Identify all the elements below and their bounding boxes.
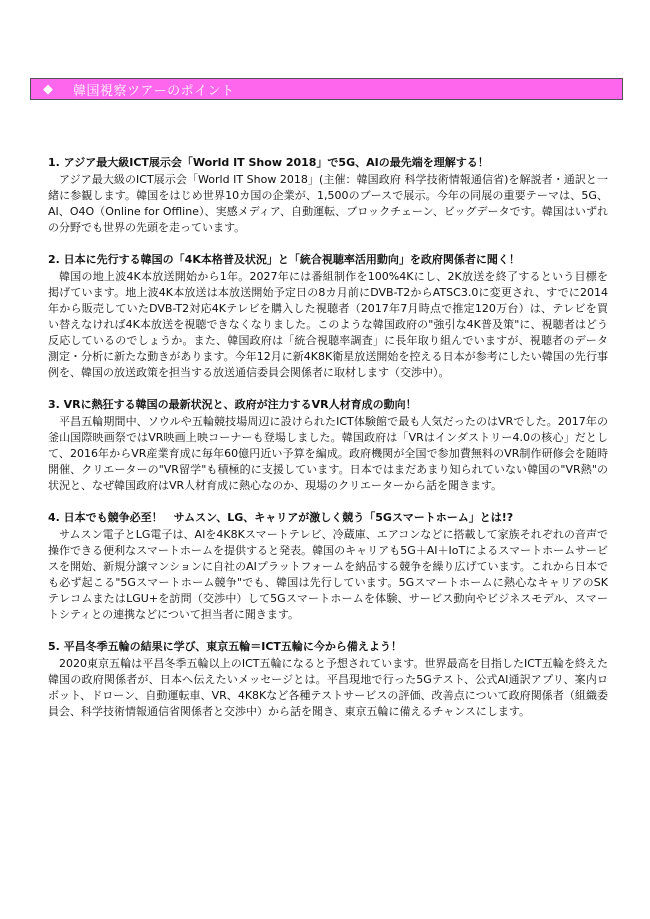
point-section-4 [48,509,608,623]
point-body: 平昌五輪期間中、ソウルや五輪競技場周辺に設けられたICT体験館で最も人気だったのはVRでした。2017年の釜山国際映画祭ではVR映画上映コーナーも登場しました。韓国政府は「VRはインダストリー4.0の核心」だとして、2016年からVR産業育成に毎年60億円近い予算を編成。政府機関が全国で参加費無料のVR制作研修会を随時開催、クリエーターの"VR留学"も積極的に支援しています。日本ではまだあまり知られていない韓国の"VR熱"の状況と、なぜ韓国政府はVR人材育成に熱心なのか、現場のクリエーターから話を聞きます。 [48,415,608,492]
point-heading: 4. 日本でも競争必至！ サムスン、LG、キャリアが激しく競う「5Gスマートホーム」とは!? [48,511,514,524]
point-heading: 3. VRに熱狂する韓国の最新状況と、政府が注力するVR人材育成の動向！ [48,398,417,411]
section-banner [30,78,623,100]
banner-title: 韓国視察ツアーのポイント [73,83,235,99]
diamond-icon: ◆ [43,81,53,97]
point-body: 2020東京五輪は平昌冬季五輪以上のICT五輪になると予想されています。世界最高を目指したICT五輪を終えた韓国の政府関係者が、日本へ伝えたいメッセージとは。平昌現地で行った5Gテスト、公式AI通訳アプリ、案内ロボット、ドローン、自動運転車、VR、4K8Kなど各種テストサービスの評価、改善点について政府関係者（組織委員会、科学技術情報通信省関係者と交渉中）から話を聞き、東京五輪に備えるチャンスにします。 [48,657,608,718]
point-body: アジア最大級のICT展示会「World IT Show 2018」(主催：韓国政府 科学技術情報通信省)を解説者・通訳と一緒に参観します。韓国をはじめ世界10カ国の企業が、1,500のブースで展示。今年の同展の重要テーマは、5G、AI、O4O（Online for Offline）、実感メディア、自動運転、ブロックチェーン、ビッグデータです。韓国はいずれの分野でも世界の先頭を走っています。 [48,173,608,234]
point-heading: 2. 日本に先行する韓国の「4K本格普及状況」と「統合視聴率活用動向」を政府関係者に聞く！ [48,253,520,266]
point-section-2 [48,251,608,381]
points-list [48,154,608,735]
point-body: 韓国の地上波4K本放送開始から1年。2027年には番組制作を100%4Kにし、2K放送を終了するという目標を掲げています。地上波4K本放送は本放送開始予定日の8カ月前にDVB-T2からATSC3.0に変更され、すでに2014年から販売していたDVB-T2対応4Kテレビを購入した視聴者（2017年7月時点で推定120万台）は、テレビを買い替えなければ4K本放送を視聴できなくなりました。このような韓国政府の"強引な4K普及策"に、視聴者はどう反応しているのでしょうか。また、韓国政府は「統合視聴率調査」に長年取り組んでいますが、視聴者のデータ測定・分析に新たな動きがあります。今年12月に新4K8K衛星放送開始を控える日本が参考にしたい韓国の先行事例を、韓国の放送政策を担当する放送通信委員会関係者に取材します（交渉中）。 [48,270,608,379]
point-heading: 1. アジア最大級ICT展示会「World IT Show 2018」で5G、AIの最先端を理解する！ [48,156,489,169]
point-body: サムスン電子とLG電子は、AIを4K8Kスマートテレビ、冷蔵庫、エアコンなどに搭載して家族それぞれの音声で操作できる便利なスマートホームを提供すると発表。韓国のキャリアも5G＋AI＋IoTによるスマートホームサービスを開始、新規分譲マンションに自社のAIプラットフォームを納品する競争を繰り広げています。これから日本でも必ず起こる"5Gスマートホーム競争"でも、韓国は先行しています。5Gスマートホームに熱心なキャリアのSKテレコムまたはLGU+を訪問（交渉中）して5Gスマートホームを体験、サービス動向やビジネスモデル、スマートシティとの連携などについて担当者に聞きます。 [48,528,608,621]
point-heading: 5. 平昌冬季五輪の結果に学び、東京五輪＝ICT五輪に今から備えよう！ [48,640,402,653]
point-section-3 [48,396,608,494]
point-section-1 [48,154,608,236]
point-section-5 [48,638,608,720]
